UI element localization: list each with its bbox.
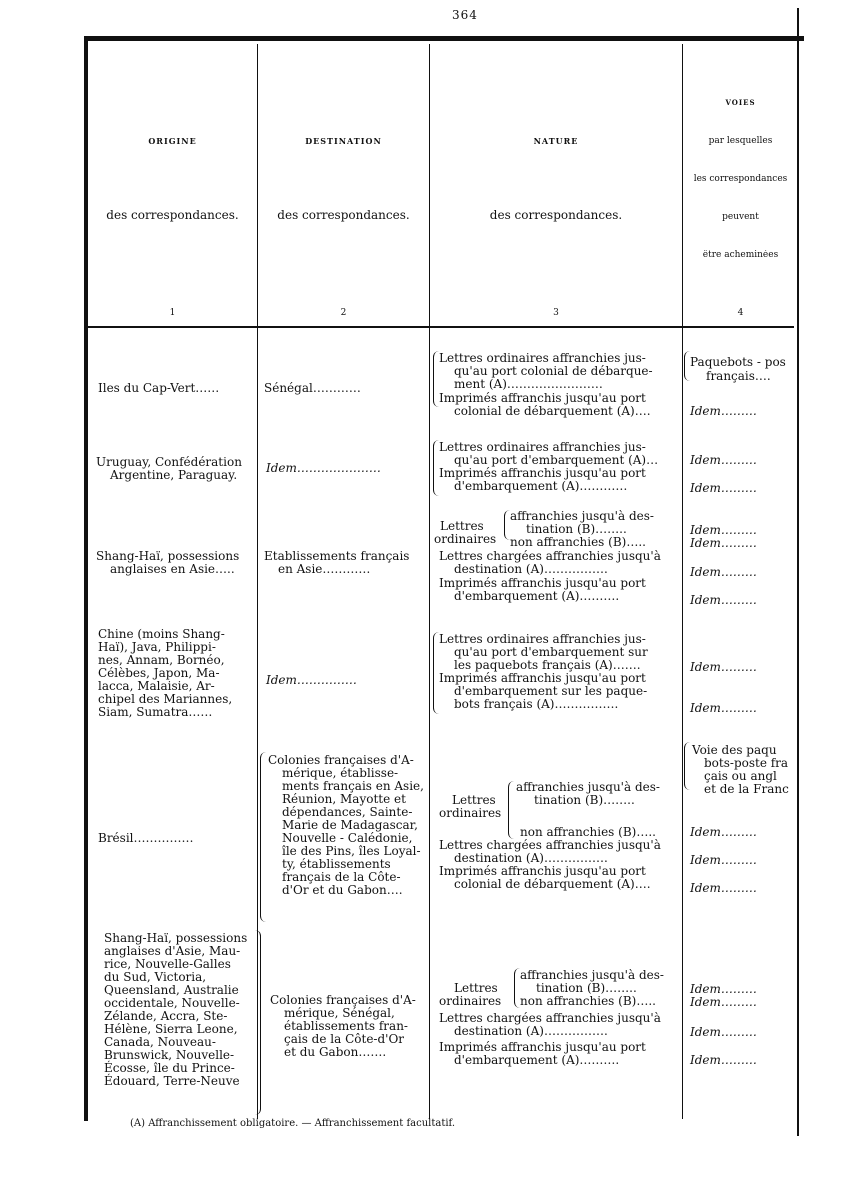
header-rule	[88, 326, 794, 328]
row6-origin-4: du Sud, Victoria,	[104, 970, 207, 984]
row3-voie-3: Idem………	[690, 565, 757, 579]
row5-nature-5: Lettres chargées affranchies jusqu'à	[439, 838, 661, 852]
row3-destination-1: Etablissements français	[264, 549, 410, 563]
row5-nature-ordinaires: ordinaires	[439, 806, 502, 820]
row3-nature-4: non affranchies (B)…..	[510, 535, 646, 549]
row4-destination: Idem……………	[266, 673, 357, 687]
row6-nature-8: d'embarquement (A)……….	[454, 1053, 620, 1067]
row4-origin-3: nes, Annam, Bornéo,	[98, 653, 225, 667]
row6-nature-ordinaires: ordinaires	[439, 994, 502, 1008]
row6-origin-11: Écosse, île du Prince-	[104, 1061, 235, 1075]
row2-nature-4: d'embarquement (A)…………	[454, 479, 628, 493]
row1-nature-4: Imprimés affranchis jusqu'au port	[439, 391, 646, 405]
row4-nature-6: bots français (A)…………….	[454, 697, 619, 711]
row2-voie-1: Idem………	[690, 453, 757, 467]
brace	[684, 742, 691, 790]
mail-routes-table	[84, 36, 804, 1136]
row4-voie-2: Idem………	[690, 701, 757, 715]
row4-nature-3: les paquebots français (A)…….	[454, 658, 641, 672]
row3-nature-7: Imprimés affranchis jusqu'au port	[439, 576, 646, 590]
row4-voie-1: Idem………	[690, 660, 757, 674]
row5-dest-10: français de la Côte-	[282, 870, 401, 884]
row6-dest-3: établissements fran-	[284, 1019, 408, 1033]
row2-origin-1: Uruguay, Confédération	[96, 455, 242, 469]
row6-dest-2: mérique, Sénégal,	[284, 1006, 395, 1020]
row2-destination: Idem…………………	[266, 461, 381, 475]
row5-nature-3: tination (B)……..	[534, 793, 635, 807]
row5-dest-11: d'Or et du Gabon….	[282, 883, 403, 897]
row6-voie-3: Idem………	[690, 1025, 757, 1039]
row6-voie-2: Idem………	[690, 995, 757, 1009]
row3-nature-8: d'embarquement (A)……….	[454, 589, 620, 603]
row6-nature-4: non affranchies (B)…..	[520, 994, 656, 1008]
row2-nature-3: Imprimés affranchis jusqu'au port	[439, 466, 646, 480]
row5-nature-6: destination (A)…………….	[454, 851, 608, 865]
col4-header-5: être acheminées	[702, 250, 779, 260]
row5-voie-4: et de la Franc	[704, 782, 789, 796]
col4-header-3: les correspondances	[693, 174, 788, 184]
row6-origin-5: Queensland, Australie	[104, 983, 239, 997]
col2-header-top: DESTINATION	[305, 136, 382, 146]
col4-header-1: VOIES	[725, 98, 756, 107]
row6-dest-1: Colonies françaises d'A-	[270, 993, 416, 1007]
row5-dest-8: île des Pins, îles Loyal-	[282, 844, 421, 858]
row5-nature-8: colonial de débarquement (A)….	[454, 877, 651, 891]
row1-nature-2: qu'au port colonial de débarque-	[454, 364, 653, 378]
row1-voie-1: Paquebots - pos	[690, 355, 786, 369]
row6-origin-10: Brunswick, Nouvelle-	[104, 1048, 235, 1062]
brace	[508, 781, 515, 839]
col4-header-2: par lesquelles	[708, 136, 773, 146]
row5-dest-4: Réunion, Mayotte et	[282, 792, 406, 806]
row5-origin: Brésil……………	[98, 831, 194, 845]
col3-header-top: NATURE	[533, 136, 579, 146]
row1-nature-3: ment (A)……………………	[454, 377, 603, 391]
row3-voie-2: Idem………	[690, 536, 757, 550]
row6-nature-6: destination (A)…………….	[454, 1024, 608, 1038]
row3-nature-6: destination (A)…………….	[454, 562, 608, 576]
row5-dest-3: ments français en Asie,	[282, 779, 424, 793]
row5-voie-6: Idem………	[690, 853, 757, 867]
row3-nature-2: affranchies jusqu'à des-	[510, 509, 654, 523]
row6-origin-9: Canada, Nouveau-	[104, 1035, 216, 1049]
row6-origin-6: occidentale, Nouvelle-	[104, 996, 240, 1010]
row4-nature-1: Lettres ordinaires affranchies jus-	[439, 632, 646, 646]
row5-voie-7: Idem………	[690, 881, 757, 895]
col1-header-bottom: des correspondances.	[106, 208, 239, 222]
top-rule	[84, 36, 804, 41]
row5-nature-2: affranchies jusqu'à des-	[516, 780, 660, 794]
row6-voie-1: Idem………	[690, 982, 757, 996]
row1-origin: Iles du Cap-Vert……	[98, 381, 220, 395]
row6-origin-12: Édouard, Terre-Neuve	[104, 1074, 240, 1088]
row3-nature-ordinaires: ordinaires	[434, 532, 497, 546]
row1-nature-5: colonial de débarquement (A)….	[454, 404, 651, 418]
row3-voie-1: Idem………	[690, 523, 757, 537]
column-divider	[429, 44, 430, 1119]
row2-voie-2: Idem………	[690, 481, 757, 495]
row5-dest-9: ty, établissements	[282, 857, 391, 871]
row4-origin-1: Chine (moins Shang-	[98, 627, 225, 641]
row6-origin-8: Hélène, Sierra Leone,	[104, 1022, 238, 1036]
row4-origin-2: Haï), Java, Philippi-	[98, 640, 216, 654]
row3-origin-2: anglaises en Asie…..	[110, 562, 235, 576]
col3-header-bottom: des correspondances.	[489, 208, 623, 222]
row6-nature-5: Lettres chargées affranchies jusqu'à	[439, 1011, 661, 1025]
row4-nature-2: qu'au port d'embarquement sur	[454, 645, 648, 659]
row6-dest-5: et du Gabon…….	[284, 1045, 387, 1059]
row5-voie-1: Voie des paqu	[692, 743, 777, 757]
row5-dest-5: dépendances, Sainte-	[282, 805, 413, 819]
row4-origin-4: Célèbes, Japon, Ma-	[98, 666, 220, 680]
row2-nature-2: qu'au port d'embarquement (A)…	[454, 453, 659, 467]
row3-nature-5: Lettres chargées affranchies jusqu'à	[439, 549, 661, 563]
row1-destination: Sénégal…………	[264, 381, 361, 395]
row1-nature-1: Lettres ordinaires affranchies jus-	[439, 351, 646, 365]
row5-nature-7: Imprimés affranchis jusqu'au port	[439, 864, 646, 878]
row6-nature-7: Imprimés affranchis jusqu'au port	[439, 1040, 646, 1054]
row3-origin-1: Shang-Haï, possessions	[96, 549, 240, 563]
row5-dest-6: Marie de Madagascar,	[282, 818, 418, 832]
row2-origin-2: Argentine, Paraguay.	[110, 468, 238, 482]
col4-number: 4	[737, 308, 744, 318]
row3-nature-3: tination (B)……..	[526, 522, 627, 536]
row4-origin-5: lacca, Malaisie, Ar-	[98, 679, 215, 693]
brace	[254, 930, 261, 1115]
row4-origin-6: chipel des Mariannes,	[98, 692, 233, 706]
col2-number: 2	[340, 308, 347, 318]
row3-destination-2: en Asie…………	[278, 562, 371, 576]
row5-nature-4: non affranchies (B)…..	[520, 825, 656, 839]
row6-voie-4: Idem………	[690, 1053, 757, 1067]
brace	[260, 752, 267, 922]
row4-origin-7: Siam, Sumatra……	[98, 705, 213, 719]
left-rule	[84, 36, 88, 1121]
col1-number: 1	[169, 308, 176, 318]
col2-header-bottom: des correspondances.	[277, 208, 410, 222]
row5-voie-3: çais ou angl	[704, 769, 777, 783]
row3-voie-4: Idem………	[690, 593, 757, 607]
row3-nature-lettres: Lettres	[440, 519, 484, 533]
col4-header-4: peuvent	[722, 212, 759, 222]
row6-origin-3: rice, Nouvelle-Galles	[104, 957, 231, 971]
row4-nature-5: d'embarquement sur les paque-	[454, 684, 648, 698]
row5-nature-lettres: Lettres	[452, 793, 496, 807]
row1-voie-3: Idem………	[690, 404, 757, 418]
col3-number: 3	[553, 308, 559, 318]
col1-header-top: ORIGINE	[148, 136, 197, 146]
row6-nature-lettres: Lettres	[454, 981, 498, 995]
row5-dest-7: Nouvelle - Calédonie,	[282, 831, 413, 845]
row5-voie-5: Idem………	[690, 825, 757, 839]
row5-dest-1: Colonies françaises d'A-	[268, 753, 414, 767]
row6-dest-4: çais de la Côte-d'Or	[284, 1032, 405, 1046]
row2-nature-1: Lettres ordinaires affranchies jus-	[439, 440, 646, 454]
row1-voie-2: français….	[706, 369, 771, 383]
row6-origin-2: anglaises d'Asie, Mau-	[104, 944, 241, 958]
footnote: (A) Affranchissement obligatoire. — Affranchissement facultatif.	[130, 1118, 456, 1129]
row5-voie-2: bots-poste fra	[704, 756, 789, 770]
row5-dest-2: mérique, établisse-	[282, 766, 399, 780]
row6-origin-7: Zélande, Accra, Ste-	[104, 1009, 228, 1023]
row6-nature-3: tination (B)……..	[536, 981, 637, 995]
row6-origin-1: Shang-Haï, possessions	[104, 931, 248, 945]
row4-nature-4: Imprimés affranchis jusqu'au port	[439, 671, 646, 685]
page-number: 364	[452, 8, 478, 22]
row6-nature-2: affranchies jusqu'à des-	[520, 968, 664, 982]
column-divider	[682, 44, 683, 1119]
